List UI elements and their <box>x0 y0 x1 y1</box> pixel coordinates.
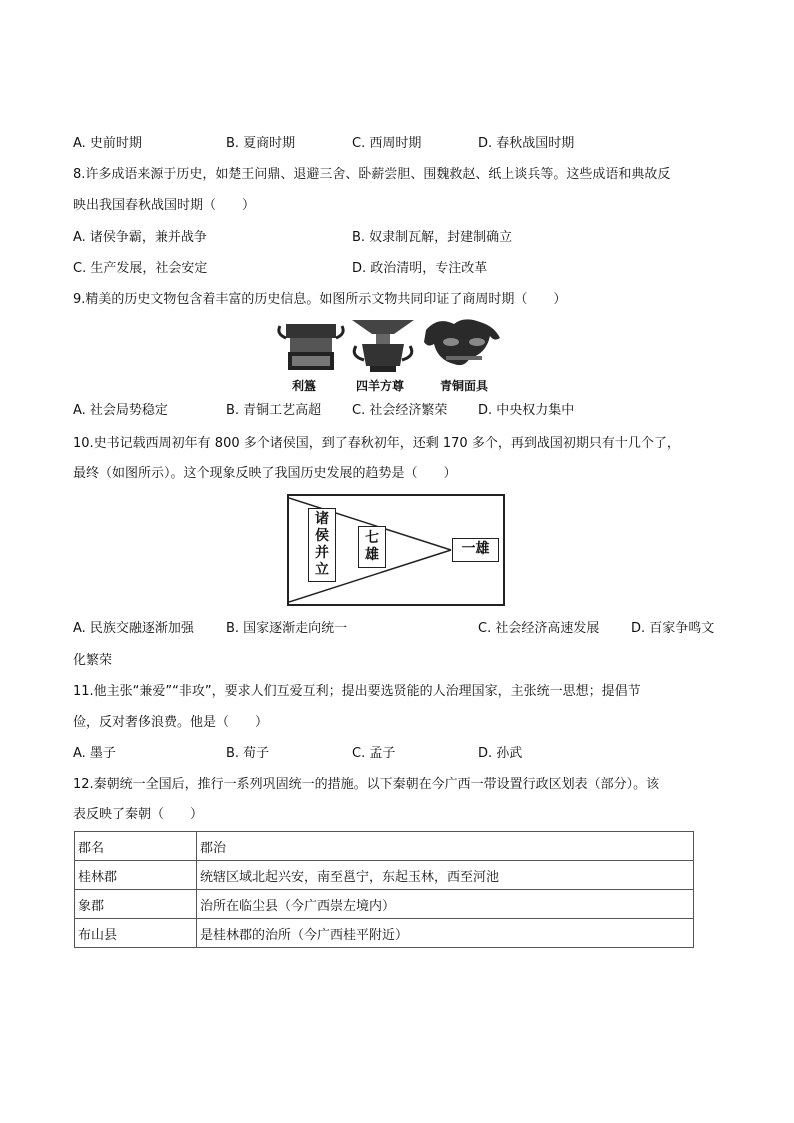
q8-option-d: D. 政治清明，专注改革 <box>352 261 488 276</box>
q9-option-b: B. 青铜工艺高超 <box>226 403 322 418</box>
table-cell: 治所在临尘县（今广西崇左境内） <box>197 890 694 919</box>
caption-bronze-mask: 青铜面具 <box>440 379 489 393</box>
table-row <box>75 890 694 919</box>
table-cell: 统辖区域北起兴安，南至邕宁，东起玉林，西至河池 <box>197 861 694 890</box>
q10-option-a: A. 民族交融逐渐加强 <box>73 621 194 636</box>
unification-diagram <box>287 494 505 606</box>
bronze-artifacts-figure <box>276 316 516 378</box>
box2-char-1: 七 <box>365 530 379 546</box>
table-cell: 布山县 <box>75 919 197 948</box>
q9-option-a: A. 社会局势稳定 <box>73 403 168 418</box>
table-header-row <box>75 832 694 861</box>
box1-char-2: 侯 <box>315 528 329 544</box>
table-header-cell: 郡名 <box>75 832 197 861</box>
q7-option-b: B. 夏商时期 <box>226 136 296 151</box>
q10-stem-line1: 10.史书记载西周初年有 800 多个诸侯国，到了春秋初年，还剩 170 多个，再到战国初期只有十几个了， <box>73 436 680 451</box>
four-ram-zun-image <box>352 320 414 372</box>
q8-stem-line2: 映出我国春秋战国时期（ ） <box>73 198 256 213</box>
table-cell: 是桂林郡的治所（今广西桂平附近） <box>197 919 694 948</box>
q10-stem-line2: 最终（如图所示）。这个现象反映了我国历史发展的趋势是（ ） <box>73 466 457 481</box>
q9-stem: 9.精美的历史文物包含着丰富的历史信息。如图所示文物共同印证了商周时期（ ） <box>73 292 567 307</box>
q12-stem-line1: 12.秦朝统一全国后，推行一系列巩固统一的措施。以下秦朝在今广西一带设置行政区划表（部分）。该 <box>73 777 660 792</box>
table-row <box>75 861 694 890</box>
table-cell: 象郡 <box>75 890 197 919</box>
q12-stem-line2: 表反映了秦朝（ ） <box>73 807 204 822</box>
administrative-division-table <box>74 831 694 948</box>
q10-option-d: D. 百家争鸣文 <box>631 621 715 636</box>
q10-option-c: C. 社会经济高速发展 <box>478 621 600 636</box>
box-one-power: 一雄 <box>452 538 499 562</box>
box1-char-4: 立 <box>315 562 329 578</box>
q11-stem-line2: 俭，反对奢侈浪费。他是（ ） <box>73 715 269 730</box>
caption-four-ram-zun: 四羊方尊 <box>356 379 405 393</box>
bronze-mask-image <box>424 319 500 365</box>
q7-option-a: A. 史前时期 <box>73 136 142 151</box>
q11-option-a: A. 墨子 <box>73 746 116 761</box>
box2-char-2: 雄 <box>365 547 379 563</box>
q10-option-d-wrap: 化繁荣 <box>73 653 113 668</box>
box-many-states <box>308 508 336 582</box>
li-gui-vessel-image <box>279 324 343 370</box>
q8-option-b: B. 奴隶制瓦解，封建制确立 <box>352 230 513 245</box>
table-row <box>75 919 694 948</box>
q8-option-a: A. 诸侯争霸，兼并战争 <box>73 230 207 245</box>
box1-char-3: 并 <box>315 545 329 561</box>
caption-li-gui: 利簋 <box>292 379 317 393</box>
q7-option-c: C. 西周时期 <box>352 136 422 151</box>
q10-option-b: B. 国家逐渐走向统一 <box>226 621 348 636</box>
q11-stem-line1: 11.他主张“兼爱”“非攻”，要求人们互爱互利；提出要选贤能的人治理国家，主张统一思想；提倡节 <box>73 684 641 699</box>
q11-option-c: C. 孟子 <box>352 746 396 761</box>
q9-option-c: C. 社会经济繁荣 <box>352 403 448 418</box>
table-cell: 桂林郡 <box>75 861 197 890</box>
q11-option-d: D. 孙武 <box>478 746 523 761</box>
table-header-cell: 郡治 <box>197 832 694 861</box>
q7-option-d: D. 春秋战国时期 <box>478 136 575 151</box>
box1-char-1: 诸 <box>315 511 329 527</box>
q8-stem-line1: 8.许多成语来源于历史，如楚王问鼎、退避三舍、卧薪尝胆、围魏救赵、纸上谈兵等。这些成语和典故反 <box>73 167 671 182</box>
q9-option-d: D. 中央权力集中 <box>478 403 575 418</box>
box-seven-powers <box>358 526 386 568</box>
q11-option-b: B. 荀子 <box>226 746 270 761</box>
q8-option-c: C. 生产发展，社会安定 <box>73 261 208 276</box>
